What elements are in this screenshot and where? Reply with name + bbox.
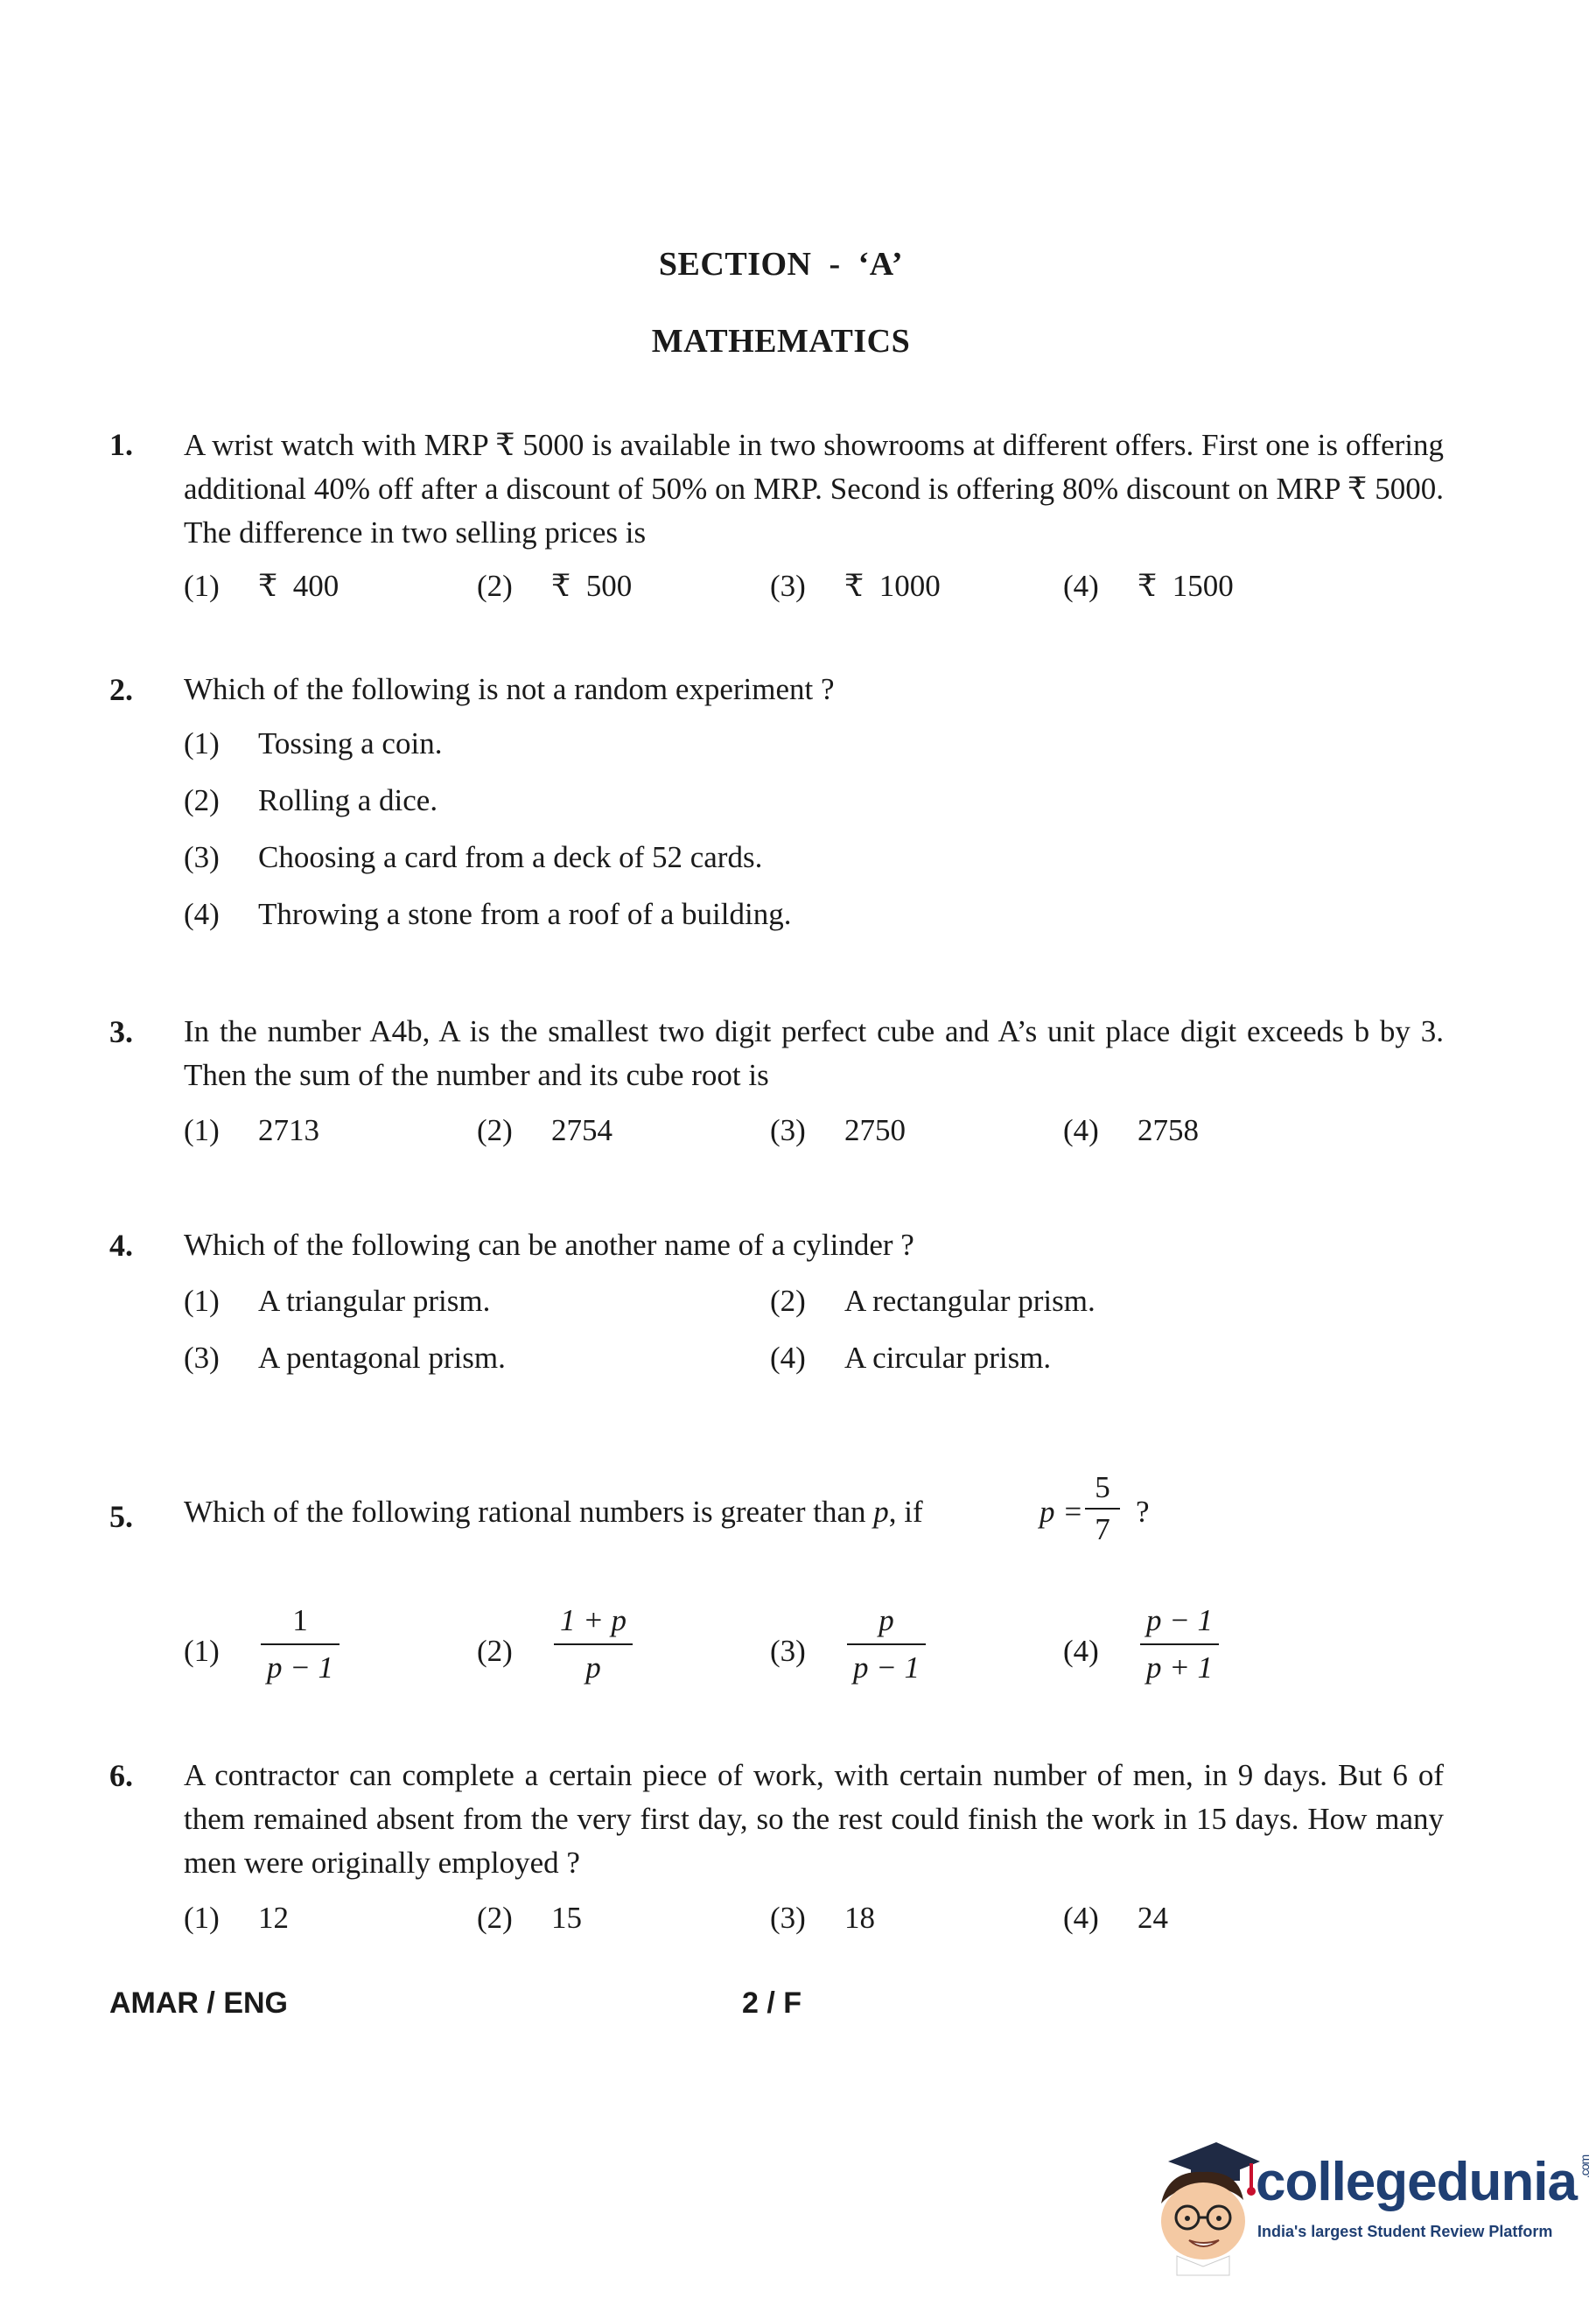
subject-title: MATHEMATICS: [651, 323, 911, 360]
option: (2) A rectangular prism.: [770, 1284, 1096, 1318]
question-text: Which of the following rational numbers is greater than p, if: [184, 1495, 923, 1529]
question-number: 3.: [109, 1014, 133, 1049]
question-text: A wrist watch with MRP ₹ 5000 is available in two showrooms at different offers. First one is offering additional 40% off after a discount of 50% on MRP. Second is offering 80% discount on MRP ₹ 5000. The difference in two selling prices is: [184, 428, 1444, 550]
question-text: A contractor can complete a certain piece of work, with certain number of men, in 9 days. But 6 of them remained absent from the very first day, so the rest could finish the work in 15 days. How many men were originally employed ?: [184, 1758, 1444, 1880]
option: (3) 18: [770, 1901, 875, 1935]
option: (1) 2713: [184, 1113, 319, 1147]
footer-code: AMAR / ENG: [109, 1986, 288, 2020]
option: (3) A pentagonal prism.: [184, 1341, 506, 1375]
option: (4) ₹ 1500: [1063, 569, 1234, 603]
option: (3) Choosing a card from a deck of 52 cards.: [184, 840, 763, 874]
option-number: (3): [770, 1634, 806, 1668]
condition-lhs: p =: [1040, 1495, 1083, 1529]
option: (2) Rolling a dice.: [184, 783, 438, 817]
option: (4) 2758: [1063, 1113, 1199, 1147]
option-fraction: $\frac{1}{p - 1}$: [261, 1603, 340, 1685]
option: (1) Tossing a coin.: [184, 726, 443, 760]
option: (2) 2754: [477, 1113, 612, 1147]
question-number: 6.: [109, 1758, 133, 1793]
collegedunia-logo[interactable]: [1142, 2135, 1592, 2275]
section-title: SECTION - ‘A’: [658, 246, 904, 283]
option: (1) 12: [184, 1901, 289, 1935]
student-mascot-icon: [1142, 2135, 1264, 2275]
option-number: (4): [1063, 1634, 1099, 1668]
option: (2) 15: [477, 1901, 582, 1935]
option-number: (1): [184, 1634, 220, 1668]
question-number: 5.: [109, 1499, 133, 1534]
option-fraction: $\frac{p}{p - 1}$: [847, 1603, 926, 1685]
page-number: 2 / F: [742, 1986, 802, 2020]
question-text: Which of the following is not a random experiment ?: [184, 672, 835, 706]
question-text: Which of the following can be another name of a cylinder ?: [184, 1228, 914, 1262]
option: (3) ₹ 1000: [770, 569, 941, 603]
question-text: In the number A4b, A is the smallest two digit perfect cube and A’s unit place digit exceeds b by 3. Then the sum of the number and its cube root is: [184, 1014, 1444, 1092]
question-mark: ?: [1136, 1495, 1150, 1529]
option: (2) ₹ 500: [477, 569, 633, 603]
logo-tagline: India's largest Student Review Platform: [1257, 2223, 1553, 2240]
option: (3) 2750: [770, 1113, 906, 1147]
option-fraction: $\frac{1 + p}{p}$: [554, 1603, 633, 1685]
variable-p: p: [873, 1495, 889, 1529]
question-number: 4.: [109, 1228, 133, 1263]
option: (4) A circular prism.: [770, 1341, 1052, 1375]
question-number: 2.: [109, 672, 133, 707]
option: (4) 24: [1063, 1901, 1168, 1935]
logo-wordmark: collegedunia.com: [1256, 2152, 1592, 2212]
option: (4) Throwing a stone from a roof of a building.: [184, 897, 792, 931]
option-number: (2): [477, 1634, 513, 1668]
question-number: 1.: [109, 427, 133, 462]
option: (1) ₹ 400: [184, 569, 340, 603]
option: (1) A triangular prism.: [184, 1284, 491, 1318]
option-fraction: $\frac{p - 1}{p + 1}$: [1140, 1603, 1219, 1685]
condition-fraction: $\frac{5}{7}$: [1085, 1470, 1120, 1547]
